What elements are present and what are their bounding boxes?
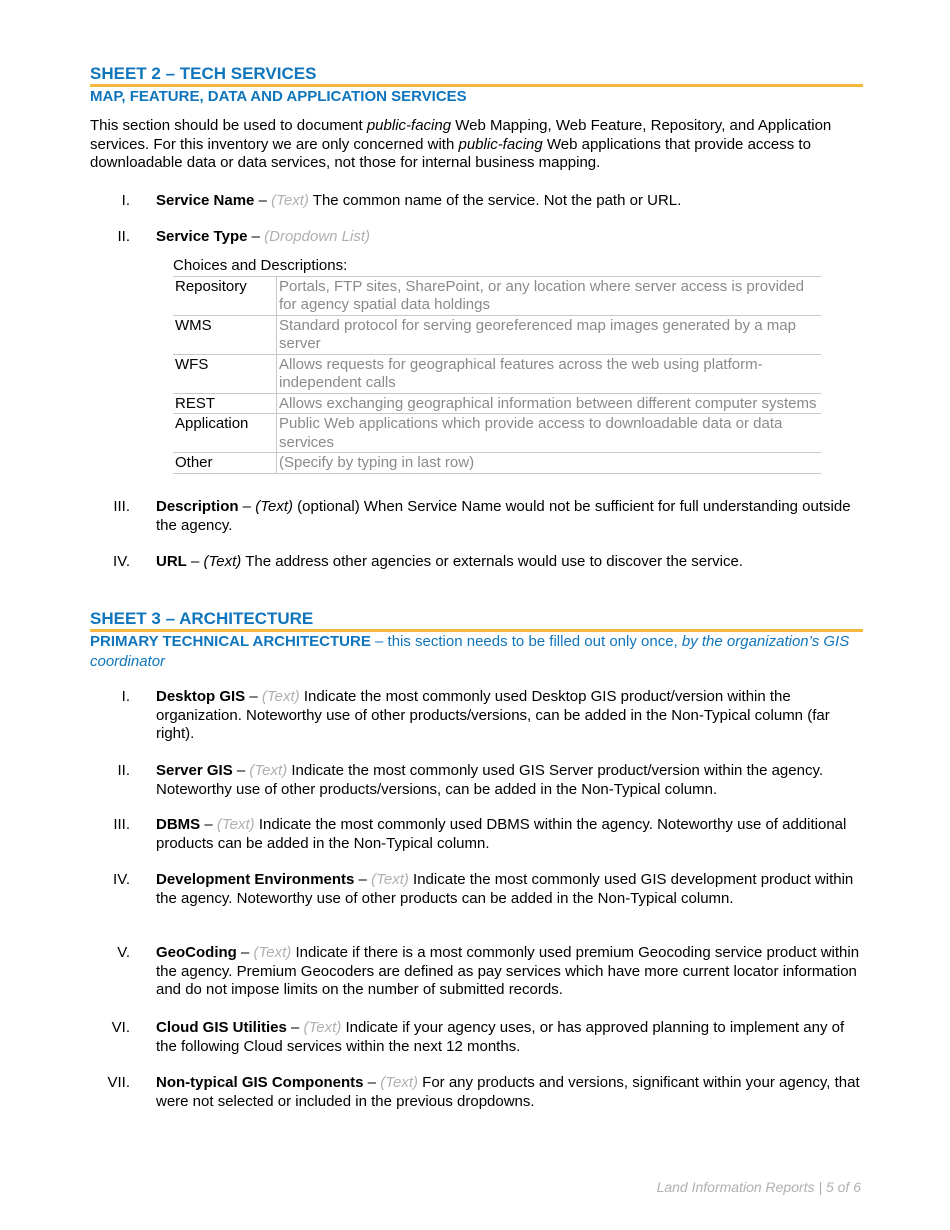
service-type-choices	[173, 257, 821, 474]
item-hint: (Text)	[203, 553, 242, 570]
table-row	[173, 315, 821, 354]
item-number: I.	[121, 192, 130, 209]
item-hint: (Dropdown List)	[264, 228, 371, 245]
item-number: IV.	[113, 553, 130, 570]
item-description: Indicate if your agency uses, or has approved planning to implement any of the following Cloud services within the next 12 months.	[156, 1019, 845, 1055]
item-dash: –	[232, 762, 250, 779]
sheet3-item-development-environments	[90, 871, 863, 908]
subheading-italic: by the organization’s GIS coordinator	[90, 633, 850, 670]
intro-text-3: Web applications that provide access to downloadable data or data services, not those for internal business mapping.	[90, 135, 811, 171]
intro-emphasis-2: public-facing	[458, 135, 543, 153]
sheet2-item-service-name	[90, 192, 863, 211]
item-term: Cloud GIS Utilities	[156, 1019, 287, 1036]
item-number: V.	[117, 944, 130, 961]
choice-description: Portals, FTP sites, SharePoint, or any location where server access is provided for agency spatial data holdings	[277, 276, 822, 315]
intro-text-1: This section should be used to document	[90, 117, 367, 134]
item-number: IV.	[113, 871, 130, 888]
item-number: II.	[117, 228, 130, 245]
item-number: VII.	[107, 1074, 130, 1091]
item-dash: –	[186, 553, 204, 570]
item-dash: –	[200, 816, 217, 833]
item-description: The common name of the service. Not the path or URL.	[308, 192, 682, 209]
item-hint: (Text)	[249, 762, 288, 779]
item-term: Service Name	[156, 192, 255, 209]
item-hint: (Text)	[261, 688, 300, 705]
item-dash: –	[245, 688, 262, 705]
intro-text-2: Web Mapping, Web Feature, Repository, and Application services. For this inventory we are only concerned with	[90, 117, 832, 153]
choice-description: Allows exchanging geographical information between different computer systems	[277, 393, 822, 414]
sheet2-title: SHEET 2 – TECH SERVICES	[90, 64, 317, 83]
choice-name: WFS	[173, 354, 277, 393]
item-dash: –	[286, 1019, 304, 1036]
sheet3-subheading	[90, 632, 863, 672]
item-number: VI.	[111, 1019, 130, 1036]
item-description: (optional) When Service Name would not be sufficient for full understanding outside the agency.	[156, 498, 851, 534]
item-hint: (Text)	[216, 816, 255, 833]
choice-name: Application	[173, 414, 277, 453]
sheet2-item-url	[90, 553, 863, 572]
choices-table	[173, 276, 821, 474]
subheading-bold: PRIMARY TECHNICAL ARCHITECTURE	[90, 633, 371, 650]
item-term: Server GIS	[156, 762, 233, 779]
item-term: Desktop GIS	[156, 688, 246, 705]
sheet3-item-desktop-gis	[90, 688, 863, 744]
item-number: I.	[121, 688, 130, 705]
item-description: Indicate the most commonly used GIS Server product/version within the agency. Noteworthy use of other products/versions, can be added in the Non-Typical column.	[156, 762, 824, 798]
item-term: Description	[156, 498, 239, 515]
item-term: Development Environments	[156, 871, 355, 888]
sheet3-title: SHEET 3 – ARCHITECTURE	[90, 609, 314, 628]
choice-name: WMS	[173, 315, 277, 354]
item-dash: –	[236, 944, 254, 961]
item-hint: (Text)	[255, 498, 293, 515]
choice-description: (Specify by typing in last row)	[277, 453, 822, 474]
sheet2-intro	[90, 117, 863, 173]
item-term: DBMS	[156, 816, 201, 833]
item-term: Service Type	[156, 228, 248, 245]
item-hint: (Text)	[253, 944, 292, 961]
item-hint: (Text)	[380, 1074, 418, 1091]
item-dash: –	[363, 1074, 381, 1091]
choice-description: Standard protocol for serving georeferenced map images generated by a map server	[277, 315, 822, 354]
choice-name: Repository	[173, 276, 277, 315]
sheet3-item-dbms	[90, 816, 863, 853]
item-description: Indicate the most commonly used Desktop GIS product/version within the organization. Noteworthy use of other products/versions, can be added in the Non-Typical column (far right).	[156, 688, 830, 742]
item-number: III.	[113, 816, 130, 833]
page-footer: Land Information Reports | 5 of 6	[656, 1179, 861, 1195]
sheet2-item-description	[90, 498, 863, 535]
sheet2-subheading: MAP, FEATURE, DATA AND APPLICATION SERVICES	[90, 88, 467, 105]
item-dash: –	[354, 871, 372, 888]
choices-label: Choices and Descriptions:	[173, 257, 348, 274]
sheet2-item-service-type	[90, 228, 863, 247]
item-number: II.	[117, 762, 130, 779]
sheet3-item-geocoding	[90, 944, 863, 1000]
item-term: URL	[156, 553, 187, 570]
sheet3-item-cloud-gis-utilities	[90, 1019, 863, 1056]
item-dash: –	[238, 498, 256, 515]
item-number: III.	[113, 498, 130, 515]
item-description: Indicate the most commonly used DBMS within the agency. Noteworthy use of additional products can be added in the Non-Typical column.	[156, 816, 847, 852]
item-term: Non-typical GIS Components	[156, 1074, 364, 1091]
table-row	[173, 354, 821, 393]
table-row	[173, 393, 821, 414]
table-row	[173, 453, 821, 474]
sheet3-item-non-typical-gis-components	[90, 1074, 863, 1111]
choice-description: Public Web applications which provide access to downloadable data or data services	[277, 414, 822, 453]
item-description: The address other agencies or externals would use to discover the service.	[241, 553, 743, 570]
table-row	[173, 276, 821, 315]
intro-emphasis-1: public-facing	[366, 117, 452, 134]
choice-name: Other	[173, 453, 277, 474]
item-hint: (Text)	[303, 1019, 342, 1036]
sheet3-item-server-gis	[90, 762, 863, 799]
choice-name: REST	[173, 393, 277, 414]
item-hint: (Text)	[271, 192, 309, 209]
item-term: GeoCoding	[156, 944, 237, 961]
item-dash: –	[254, 192, 272, 209]
subheading-plain: – this section needs to be filled out only once,	[370, 633, 682, 650]
choice-description: Allows requests for geographical features across the web using platform-independent calls	[277, 354, 822, 393]
item-description: Indicate the most commonly used GIS development product within the agency. Noteworthy use of other products can be added in the Non-Typical column.	[156, 871, 854, 907]
item-dash: –	[247, 228, 265, 245]
table-row	[173, 414, 821, 453]
item-description: For any products and versions, significant within your agency, that were not selected or included in the previous dropdowns.	[156, 1074, 860, 1110]
item-hint: (Text)	[371, 871, 409, 888]
item-description: Indicate if there is a most commonly used premium Geocoding service product within the agency. Premium Geocoders are defined as pay services which have more current locator information and do not impose limits on the number of submitted records.	[156, 944, 860, 998]
